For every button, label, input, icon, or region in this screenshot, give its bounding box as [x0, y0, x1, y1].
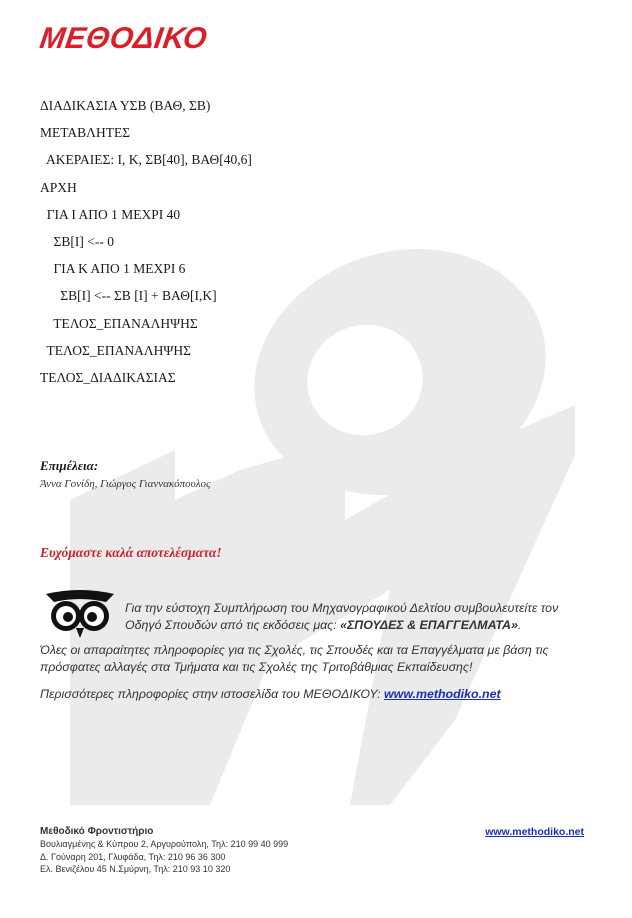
more-info [40, 686, 600, 703]
guide-title: «ΣΠΟΥΔΕΣ & ΕΠΑΓΓΕΛΜΑΤΑ» [340, 618, 518, 632]
more-info-text: Περισσότερες πληροφορίες στην ιστοσελίδα του ΜΕΘΟΔΙΚΟΥ: [40, 687, 385, 701]
website-link[interactable]: www.methodiko.net [384, 687, 501, 701]
guide-recommendation [125, 600, 595, 634]
footer-address: Ελ. Βενιζέλου 45 Ν.Σμύρνη, Τηλ: 210 93 10 320 [40, 863, 231, 874]
code-line: ΣΒ[Ι] <-- 0 [40, 233, 114, 249]
code-line: ΔΙΑΔΙΚΑΣΙΑ ΥΣΒ (ΒΑΘ, ΣΒ) [40, 98, 211, 113]
footer-contacts [40, 826, 288, 875]
editors-names: Άννα Γονίδη, Γιώργος Γιαννακόπουλος [40, 478, 211, 490]
code-line: ΓΙΑ Κ ΑΠΟ 1 ΜΕΧΡΙ 6 [40, 261, 186, 277]
guide-text: Για την εύστοχη Συμπλήρωση του Μηχανογραφικού Δελτίου συμβουλευτείτε τον Οδηγό Σπουδών από τις εκδόσεις μας: [125, 601, 559, 632]
code-line: ΣΒ[Ι] <-- ΣΒ [Ι] + ΒΑΘ[Ι,Κ] [40, 288, 217, 304]
footer-title: Μεθοδικό Φροντιστήριο [40, 826, 154, 837]
code-line: ΑΡΧΗ [40, 179, 77, 195]
code-line: ΤΕΛΟΣ_ΕΠΑΝΑΛΗΨΗΣ [40, 315, 198, 331]
methodiko-logo: ΜΕΘΟΔΙΚΟ [37, 22, 210, 55]
pseudocode-block [40, 92, 252, 391]
code-line: ΓΙΑ Ι ΑΠΟ 1 ΜΕΧΡΙ 40 [40, 206, 181, 222]
guide-end: . [517, 618, 522, 632]
code-line: ΜΕΤΑΒΛΗΤΕΣ [40, 125, 131, 141]
editors-label: Επιμέλεια: [40, 458, 99, 473]
code-line: ΤΕΛΟΣ_ΕΠΑΝΑΛΗΨΗΣ [40, 342, 191, 358]
good-luck-message: Ευχόμαστε καλά αποτελέσματα! [40, 545, 222, 560]
code-line: ΤΕΛΟΣ_ΔΙΑΔΙΚΑΣΙΑΣ [40, 369, 176, 385]
owl-icon [44, 588, 116, 640]
footer-address: Βουλιαγμένης & Κύπρου 2, Αργυρούπολη, Τηλ: 210 99 40 999 [40, 839, 289, 850]
info-paragraph: Όλες οι απαραίτητες πληροφορίες για τις Σχολές, τις Σπουδές και τα Επαγγέλματα με βάση τις πρόσφατες αλλαγές στα Τμήματα και τις Σχολές της Τριτοβάθμιας Εκπαίδευσης! [40, 643, 549, 674]
code-line: ΑΚΕΡΑΙΕΣ: Ι, Κ, ΣΒ[40], ΒΑΘ[40,6] [40, 152, 252, 168]
footer-address: Δ. Γούναρη 201, Γλυφάδα, Τηλ: 210 96 36 300 [40, 851, 226, 862]
footer-website-link[interactable]: www.methodiko.net [485, 826, 584, 838]
